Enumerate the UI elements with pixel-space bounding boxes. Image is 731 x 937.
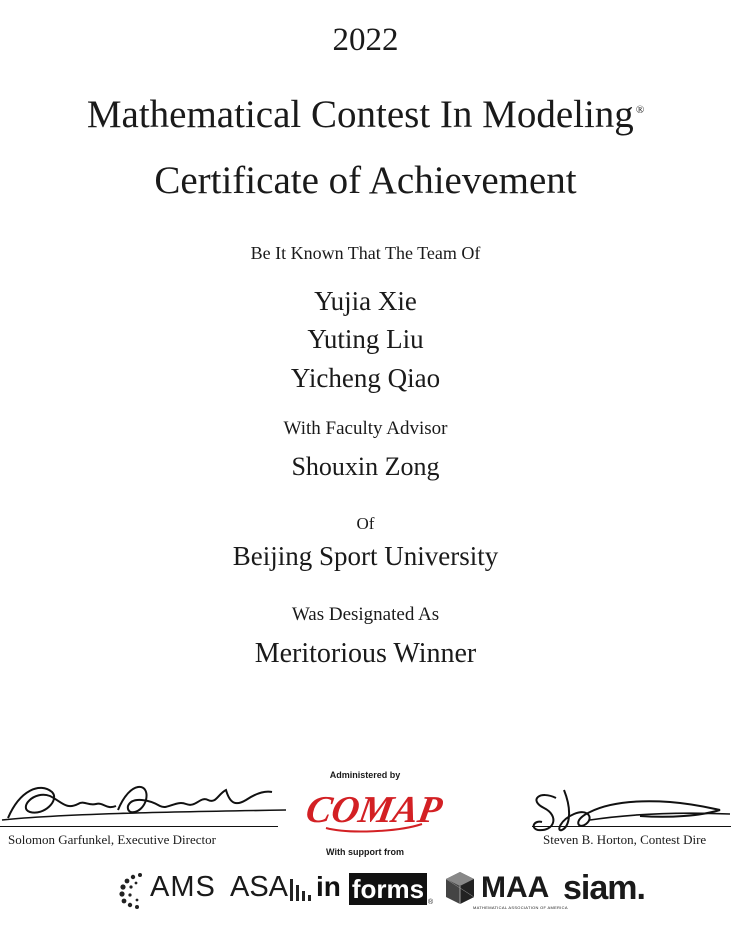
informs-logo-box: forms [349, 873, 427, 905]
administered-by-label: Administered by [329, 770, 401, 780]
designation-label: Was Designated As [291, 604, 440, 625]
comap-logo-text: COMAP [302, 789, 446, 831]
asa-bars-icon [289, 875, 313, 903]
comap-logo [302, 782, 446, 840]
institution-name: Beijing Sport University [232, 541, 499, 571]
certificate-title: Certificate of Achievement [154, 159, 577, 202]
intro-text: Be It Known That The Team Of [250, 243, 481, 263]
executive-director-signature [0, 770, 290, 830]
maa-emblem-icon [443, 870, 477, 906]
executive-director-caption: Solomon Garfunkel, Executive Director [8, 832, 216, 847]
advisor-label: With Faculty Advisor [283, 418, 448, 439]
signature-line-left [0, 826, 278, 827]
maa-logo-text: MAA [481, 871, 550, 904]
registered-mark: ® [635, 104, 645, 116]
siam-logo-text: siam. [563, 869, 645, 907]
signature-line-right [532, 826, 731, 827]
team-member: Yicheng Qiao [290, 363, 441, 393]
ams-logo-dots-icon [118, 871, 150, 909]
sponsor-logos [0, 865, 731, 915]
contest-director-signature [520, 780, 731, 840]
asa-logo-text: ASA [230, 871, 289, 903]
support-from-label: With support from [326, 847, 404, 857]
ams-logo-text: AMS [150, 871, 216, 903]
team-member: Yujia Xie [314, 286, 417, 316]
certificate-year: 2022 [332, 22, 399, 58]
contest-title [0, 92, 731, 137]
advisor-name: Shouxin Zong [291, 452, 440, 481]
of-label: Of [356, 514, 375, 533]
informs-registered-mark: ® [428, 899, 434, 906]
maa-logo-subtitle: MATHEMATICAL ASSOCIATION OF AMERICA [473, 905, 568, 910]
contest-title-text: Mathematical Contest In Modeling [86, 93, 634, 136]
award-title: Meritorious Winner [254, 638, 477, 669]
informs-logo-prefix: in [316, 871, 341, 902]
team-member: Yuting Liu [307, 324, 424, 354]
contest-director-caption: Steven B. Horton, Contest Dire [543, 832, 707, 847]
